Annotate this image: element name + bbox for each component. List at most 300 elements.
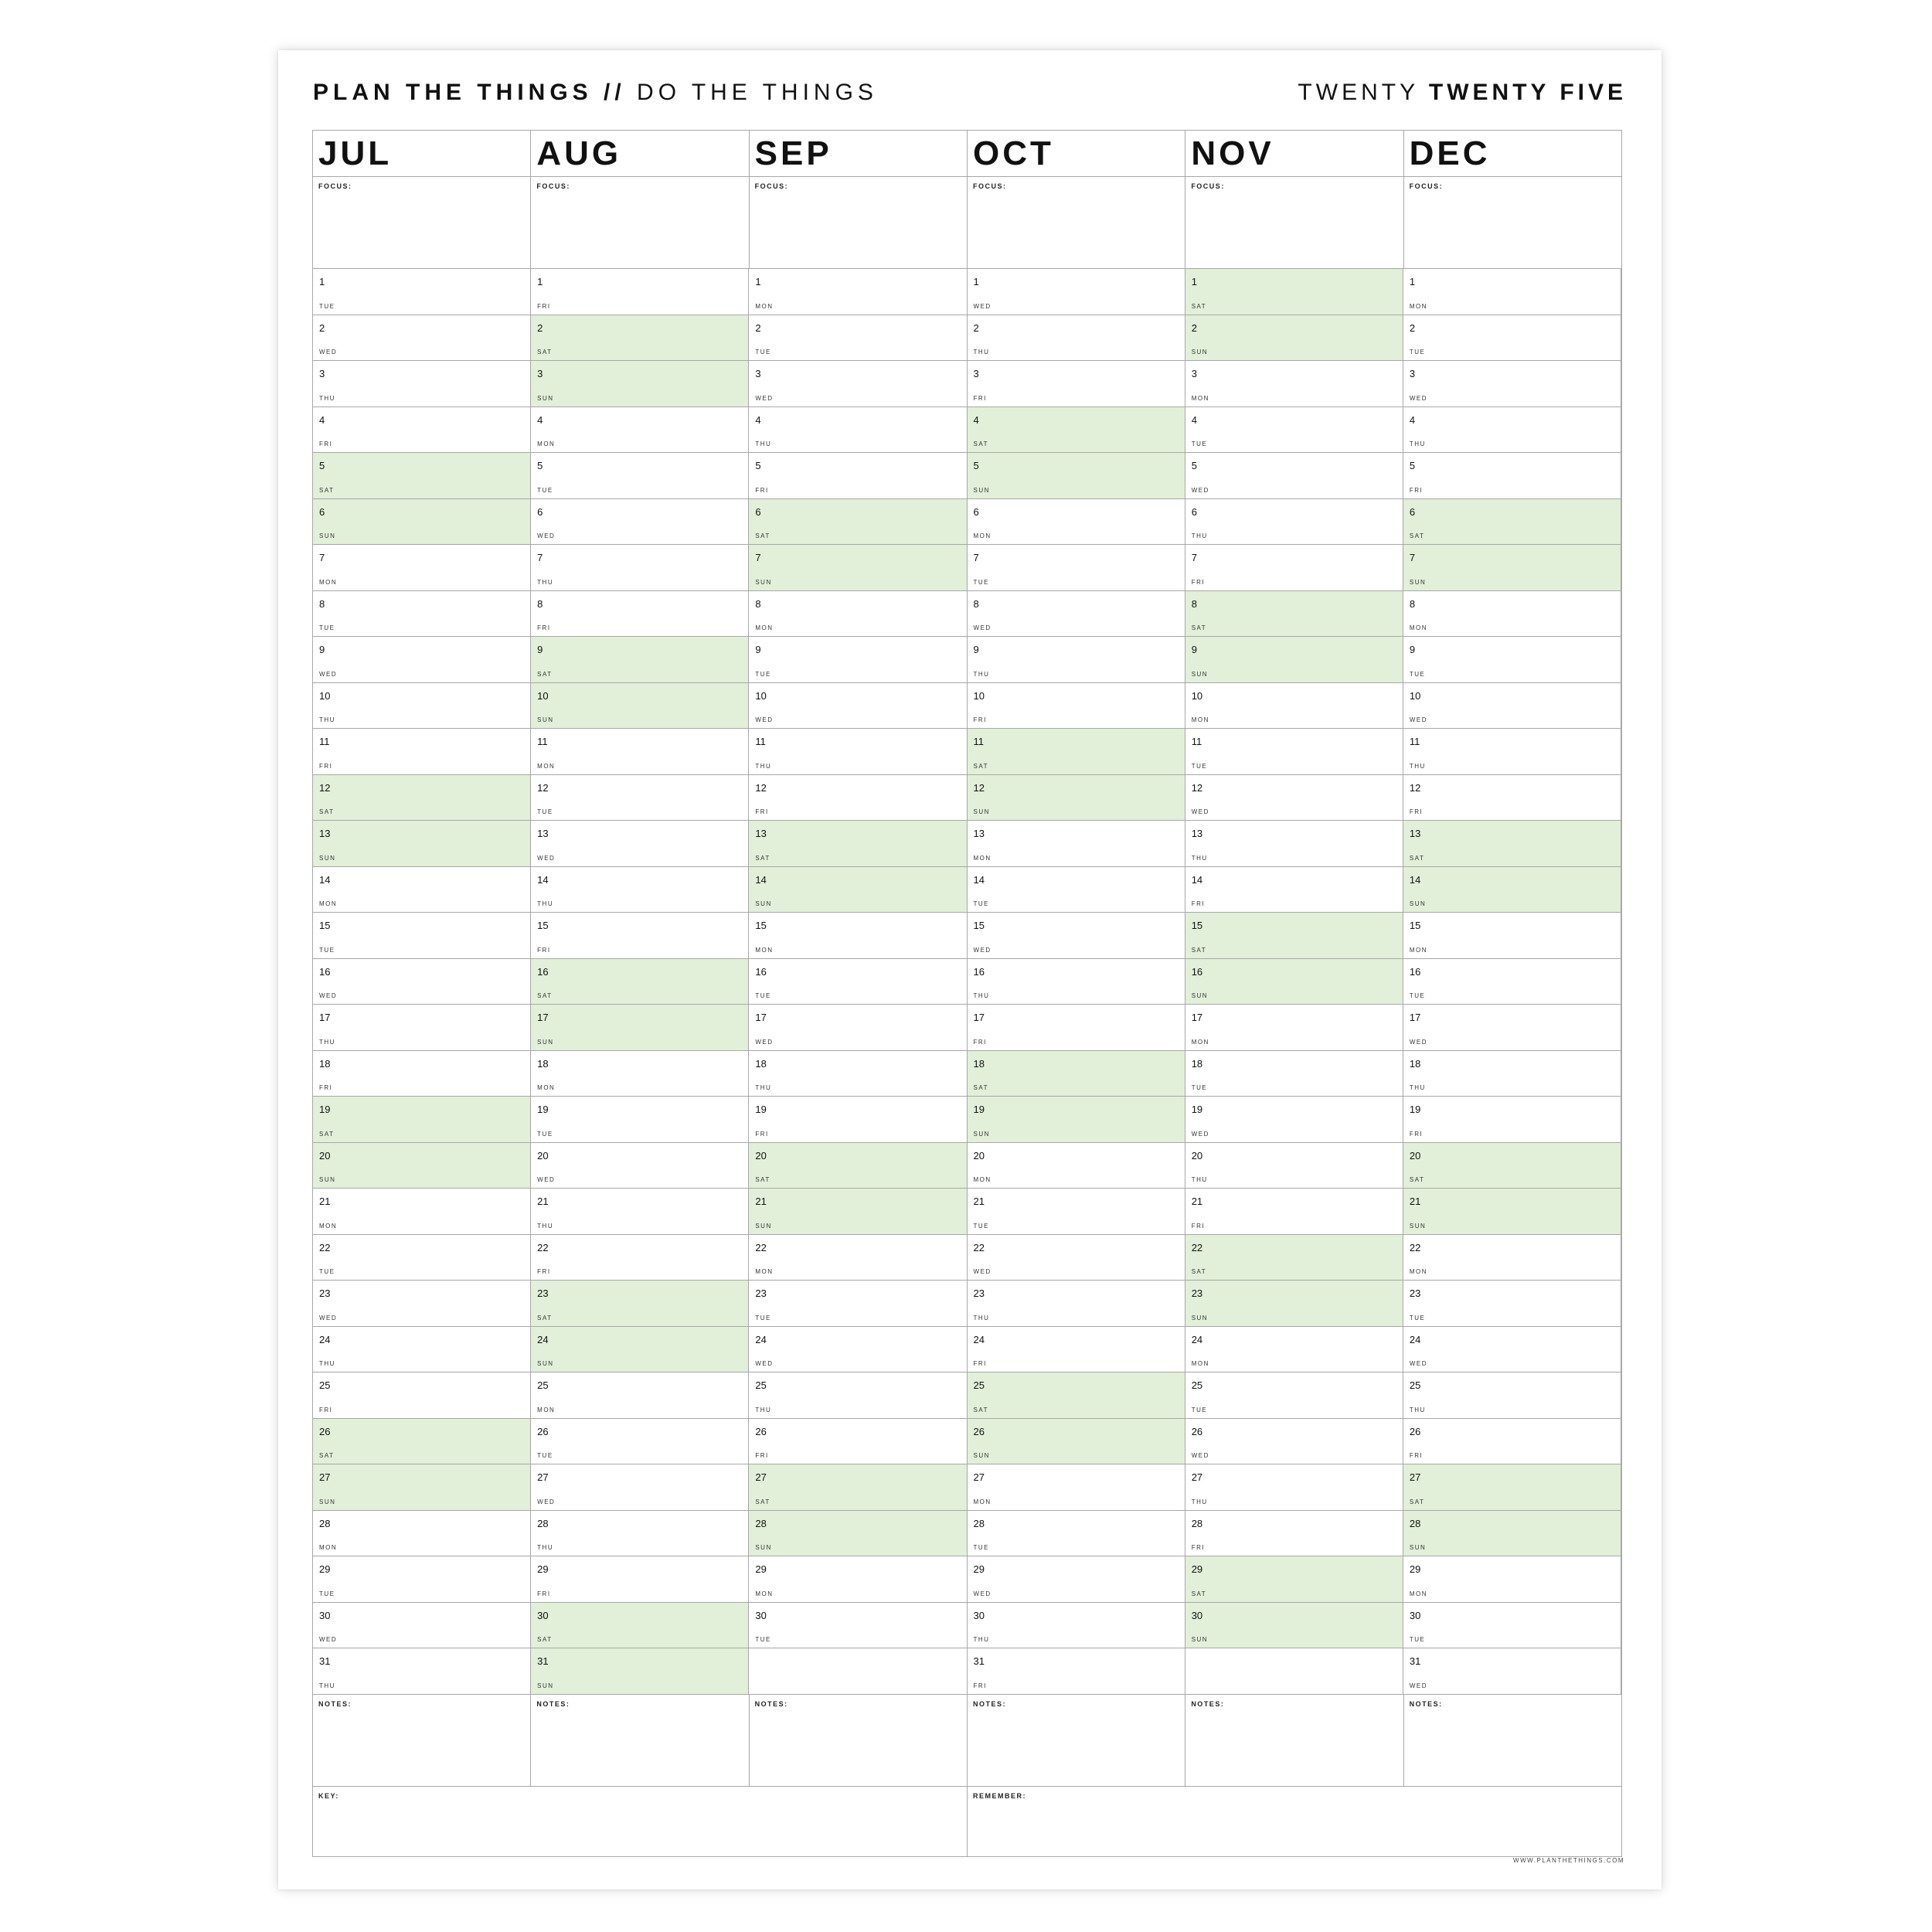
day-number: 14 — [1409, 873, 1421, 886]
day-of-week: FRI — [319, 1084, 333, 1091]
day-of-week: TUE — [319, 946, 335, 954]
day-of-week: TUE — [973, 578, 990, 586]
day-cell[interactable] — [1403, 1464, 1621, 1511]
day-cell[interactable] — [1403, 315, 1621, 362]
day-cell[interactable] — [531, 959, 748, 1005]
day-number: 18 — [1409, 1057, 1421, 1070]
day-of-week: TUE — [319, 1590, 335, 1597]
day-cell[interactable] — [749, 1281, 966, 1327]
day-cell[interactable] — [749, 269, 966, 315]
day-cell[interactable] — [313, 1511, 530, 1557]
day-of-week: WED — [1191, 808, 1209, 815]
day-cell[interactable] — [1185, 545, 1403, 591]
focus-box[interactable]: FOCUS: — [1185, 177, 1403, 269]
day-of-week: THU — [1191, 854, 1208, 862]
day-of-week: TUE — [319, 624, 335, 631]
day-cell[interactable] — [1185, 913, 1403, 959]
day-cell[interactable] — [1403, 1603, 1621, 1649]
day-number: 2 — [755, 321, 761, 334]
day-cell[interactable] — [531, 269, 748, 315]
day-number: 14 — [973, 873, 985, 886]
day-number: 29 — [755, 1563, 767, 1575]
notes-box[interactable]: NOTES: — [1185, 1695, 1403, 1787]
day-of-week: MON — [537, 762, 556, 770]
day-cell[interactable] — [1185, 1464, 1403, 1511]
day-of-week: FRI — [755, 486, 769, 494]
day-cell[interactable] — [1403, 1327, 1621, 1373]
day-cell[interactable] — [531, 913, 748, 959]
day-cell[interactable] — [968, 315, 1185, 362]
day-cell[interactable] — [313, 1281, 530, 1327]
day-cell[interactable] — [1403, 637, 1621, 683]
day-cell[interactable] — [968, 683, 1185, 730]
day-of-week: MON — [537, 1406, 556, 1413]
day-cell[interactable] — [968, 1419, 1185, 1465]
day-cell[interactable] — [313, 959, 530, 1005]
month-header-row — [313, 131, 1621, 177]
day-cell[interactable] — [313, 1005, 530, 1051]
day-cell[interactable] — [968, 913, 1185, 959]
day-cell[interactable] — [1403, 591, 1621, 638]
day-of-week: THU — [319, 1360, 335, 1367]
day-number: 17 — [319, 1012, 331, 1023]
day-cell[interactable] — [1185, 1603, 1403, 1649]
day-number: 19 — [537, 1104, 549, 1115]
day-of-week: THU — [1409, 440, 1426, 447]
day-cell[interactable] — [313, 1603, 530, 1649]
day-cell[interactable] — [313, 1051, 530, 1097]
day-cell[interactable] — [1185, 1005, 1403, 1051]
day-cell[interactable] — [1403, 1281, 1621, 1327]
day-cell[interactable] — [1403, 1556, 1621, 1603]
day-cell[interactable] — [1403, 959, 1621, 1005]
day-cell[interactable] — [1403, 1051, 1621, 1097]
day-cell[interactable] — [749, 867, 966, 913]
day-cell[interactable] — [968, 1511, 1185, 1557]
day-cell[interactable] — [313, 499, 530, 546]
focus-box[interactable]: FOCUS: — [1404, 177, 1621, 269]
day-of-week: SUN — [973, 1452, 990, 1459]
day-cell[interactable] — [531, 1419, 748, 1465]
day-of-week: FRI — [1191, 900, 1206, 907]
day-cell[interactable] — [1185, 1051, 1403, 1097]
day-number: 16 — [1409, 965, 1421, 978]
day-cell[interactable] — [1185, 1235, 1403, 1281]
day-number: 26 — [973, 1425, 985, 1437]
day-cell[interactable] — [749, 1235, 966, 1281]
focus-row — [313, 177, 1621, 269]
day-cell[interactable] — [313, 913, 530, 959]
day-of-week: WED — [319, 1636, 338, 1643]
day-of-week: MON — [973, 854, 992, 862]
day-cell[interactable] — [968, 1189, 1185, 1235]
day-cell[interactable] — [749, 499, 966, 546]
notes-box[interactable]: NOTES: — [750, 1695, 968, 1787]
day-cell[interactable] — [531, 1556, 748, 1603]
day-cell[interactable] — [1403, 775, 1621, 821]
day-cell[interactable] — [313, 821, 530, 867]
day-cell[interactable] — [1185, 1281, 1403, 1327]
day-cell[interactable] — [1185, 499, 1403, 546]
day-cell[interactable] — [1185, 1143, 1403, 1189]
day-number: 29 — [1191, 1563, 1203, 1575]
day-of-week: SUN — [537, 1038, 554, 1046]
day-of-week: THU — [973, 1314, 990, 1321]
day-cell[interactable] — [1403, 1419, 1621, 1465]
day-of-week: FRI — [973, 1038, 987, 1046]
day-cell[interactable] — [531, 775, 748, 821]
day-cell[interactable] — [531, 407, 748, 454]
day-number: 12 — [755, 781, 767, 794]
day-cell[interactable] — [531, 1648, 748, 1695]
day-cell[interactable] — [968, 1281, 1185, 1327]
day-cell[interactable] — [1185, 959, 1403, 1005]
day-number: 6 — [1191, 505, 1197, 518]
day-cell[interactable] — [531, 1372, 748, 1419]
day-cell[interactable] — [1185, 1511, 1403, 1557]
day-cell[interactable] — [313, 591, 530, 638]
day-cell[interactable] — [313, 1327, 530, 1373]
day-number: 21 — [973, 1196, 985, 1207]
day-of-week: TUE — [755, 992, 771, 999]
day-cell[interactable] — [313, 1556, 530, 1603]
day-cell[interactable] — [749, 1097, 966, 1143]
day-cell[interactable] — [968, 1143, 1185, 1189]
day-of-week: SUN — [755, 900, 772, 907]
day-cell[interactable] — [1403, 1511, 1621, 1557]
day-of-week: SAT — [1409, 532, 1425, 539]
day-number: 19 — [1409, 1104, 1421, 1115]
day-of-week: WED — [1191, 1130, 1209, 1138]
day-cell[interactable] — [1185, 315, 1403, 362]
day-of-week: FRI — [319, 762, 333, 770]
day-cell[interactable] — [968, 453, 1185, 499]
day-cell[interactable] — [531, 1327, 748, 1373]
day-number: 28 — [755, 1517, 767, 1529]
day-cell[interactable] — [968, 1556, 1185, 1603]
day-cell[interactable] — [749, 407, 966, 454]
day-cell[interactable] — [749, 959, 966, 1005]
day-number: 17 — [1191, 1012, 1203, 1023]
day-cell[interactable] — [749, 1464, 966, 1511]
day-cell[interactable] — [313, 1097, 530, 1143]
day-number: 2 — [319, 321, 325, 334]
day-cell[interactable] — [313, 1372, 530, 1419]
day-number: 5 — [1191, 460, 1197, 471]
day-cell[interactable] — [531, 315, 748, 362]
day-number: 3 — [537, 368, 543, 379]
day-of-week: MON — [1191, 1360, 1209, 1367]
day-number: 25 — [1191, 1379, 1203, 1391]
day-of-week: WED — [973, 1590, 992, 1597]
day-cell[interactable] — [749, 1327, 966, 1373]
day-number: 14 — [537, 873, 549, 886]
day-number: 28 — [1409, 1517, 1421, 1529]
day-cell[interactable] — [1403, 683, 1621, 730]
day-cell[interactable] — [968, 1097, 1185, 1143]
day-cell[interactable] — [531, 1097, 748, 1143]
focus-box[interactable]: FOCUS: — [750, 177, 968, 269]
day-of-week: THU — [1191, 532, 1208, 539]
day-cell[interactable] — [968, 1603, 1185, 1649]
day-cell[interactable] — [531, 683, 748, 730]
focus-box[interactable]: FOCUS: — [968, 177, 1185, 269]
day-number: 24 — [1409, 1333, 1421, 1345]
day-cell[interactable] — [313, 407, 530, 454]
day-cell[interactable] — [968, 959, 1185, 1005]
day-of-week: MON — [755, 624, 774, 631]
day-cell[interactable] — [1185, 637, 1403, 683]
day-of-week: MON — [973, 1176, 992, 1183]
day-cell[interactable] — [749, 545, 966, 591]
day-number: 11 — [537, 736, 548, 747]
day-number: 21 — [319, 1196, 331, 1207]
day-cell[interactable] — [313, 729, 530, 775]
day-cell[interactable] — [749, 1556, 966, 1603]
day-of-week: THU — [537, 578, 554, 586]
day-number: 23 — [755, 1287, 767, 1299]
day-cell[interactable] — [1403, 867, 1621, 913]
day-cell[interactable] — [749, 1051, 966, 1097]
day-cell[interactable] — [531, 637, 748, 683]
day-cell[interactable] — [531, 453, 748, 499]
day-cell[interactable] — [313, 1235, 530, 1281]
day-of-week: MON — [1409, 302, 1428, 310]
day-cell[interactable] — [749, 683, 966, 730]
day-cell[interactable] — [531, 1005, 748, 1051]
day-of-week: FRI — [537, 946, 551, 954]
day-of-week: WED — [973, 946, 992, 954]
day-cell[interactable] — [313, 683, 530, 730]
day-number: 25 — [319, 1379, 331, 1391]
day-number: 25 — [755, 1379, 767, 1391]
day-number: 16 — [973, 965, 985, 978]
day-number: 6 — [1409, 505, 1416, 518]
notes-box[interactable]: NOTES: — [968, 1695, 1185, 1787]
day-cell[interactable] — [1185, 361, 1403, 407]
day-cell[interactable] — [968, 1464, 1185, 1511]
day-of-week: MON — [319, 1544, 338, 1551]
key-box[interactable]: KEY: — [313, 1787, 968, 1856]
day-cell[interactable] — [531, 1235, 748, 1281]
day-cell[interactable] — [749, 315, 966, 362]
day-cell[interactable] — [313, 315, 530, 362]
day-cell[interactable] — [749, 729, 966, 775]
day-cell[interactable] — [968, 1372, 1185, 1419]
day-cell[interactable] — [531, 499, 748, 546]
notes-box[interactable]: NOTES: — [531, 1695, 749, 1787]
day-cell[interactable] — [531, 1189, 748, 1235]
day-of-week: TUE — [1409, 1636, 1426, 1643]
day-number: 30 — [755, 1609, 767, 1621]
day-number: 29 — [1409, 1563, 1421, 1575]
day-cell[interactable] — [749, 637, 966, 683]
day-cell[interactable] — [1185, 591, 1403, 638]
day-number: 4 — [973, 413, 979, 426]
day-of-week: SAT — [755, 532, 770, 539]
day-cell[interactable] — [313, 867, 530, 913]
day-cell[interactable] — [968, 775, 1185, 821]
day-cell[interactable] — [1185, 407, 1403, 454]
day-cell[interactable] — [1403, 729, 1621, 775]
remember-box[interactable]: REMEMBER: — [973, 1791, 1026, 1800]
day-number: 10 — [1191, 689, 1203, 702]
day-of-week: SAT — [1191, 624, 1207, 631]
day-of-week: WED — [1409, 1038, 1428, 1046]
day-cell[interactable] — [749, 453, 966, 499]
day-cell[interactable] — [1403, 821, 1621, 867]
day-cell[interactable] — [749, 591, 966, 638]
day-cell[interactable] — [749, 821, 966, 867]
day-cell[interactable] — [749, 913, 966, 959]
day-cell[interactable] — [1403, 545, 1621, 591]
day-cell[interactable] — [968, 1327, 1185, 1373]
day-of-week: WED — [973, 1268, 992, 1275]
calendar-grid — [312, 130, 1622, 1857]
day-of-week: TUE — [319, 302, 335, 310]
day-cell[interactable] — [1185, 1556, 1403, 1603]
day-cell[interactable] — [749, 1005, 966, 1051]
day-cell[interactable] — [968, 361, 1185, 407]
day-cell[interactable] — [968, 591, 1185, 638]
day-cell[interactable] — [1185, 775, 1403, 821]
day-cell[interactable] — [968, 269, 1185, 315]
day-cell[interactable] — [1403, 1372, 1621, 1419]
day-cell[interactable] — [313, 1648, 530, 1695]
day-cell[interactable] — [1403, 453, 1621, 499]
day-cell[interactable] — [531, 591, 748, 638]
day-cell[interactable] — [968, 637, 1185, 683]
day-cell[interactable] — [313, 1419, 530, 1465]
day-cell[interactable] — [1403, 269, 1621, 315]
day-cell[interactable] — [313, 1143, 530, 1189]
day-cell[interactable] — [313, 637, 530, 683]
day-of-week: SAT — [537, 670, 553, 678]
day-cell[interactable] — [1403, 407, 1621, 454]
day-cell[interactable] — [1403, 1097, 1621, 1143]
day-cell[interactable] — [968, 407, 1185, 454]
month-header: NOV — [1185, 131, 1403, 177]
day-cell[interactable] — [531, 867, 748, 913]
day-cell[interactable] — [531, 545, 748, 591]
focus-box[interactable]: FOCUS: — [313, 177, 531, 269]
day-of-week: MON — [319, 1222, 338, 1230]
day-number: 2 — [973, 321, 979, 334]
day-cell[interactable] — [749, 361, 966, 407]
day-cell[interactable] — [313, 361, 530, 407]
day-of-week: TUE — [755, 670, 771, 678]
day-number: 27 — [1191, 1471, 1203, 1483]
day-number: 20 — [755, 1149, 767, 1162]
day-cell[interactable] — [1185, 453, 1403, 499]
day-cell[interactable] — [749, 1372, 966, 1419]
day-of-week: SUN — [537, 716, 554, 723]
month-header: JUL — [313, 131, 531, 177]
day-cell[interactable] — [1403, 1143, 1621, 1189]
day-number: 9 — [755, 644, 761, 655]
day-cell[interactable] — [531, 1051, 748, 1097]
day-cell[interactable] — [1185, 269, 1403, 315]
day-cell[interactable] — [1185, 1189, 1403, 1235]
day-of-week: FRI — [973, 1360, 987, 1367]
day-cell[interactable] — [313, 269, 530, 315]
day-cell[interactable] — [1185, 1419, 1403, 1465]
day-cell[interactable] — [968, 545, 1185, 591]
day-cell[interactable] — [749, 1189, 966, 1235]
day-number: 13 — [537, 828, 549, 839]
day-cell[interactable] — [531, 1511, 748, 1557]
day-cell[interactable] — [1403, 913, 1621, 959]
day-cell[interactable] — [531, 729, 748, 775]
days-row — [313, 269, 1621, 1695]
day-of-week: MON — [1191, 1038, 1209, 1046]
day-cell[interactable] — [749, 775, 966, 821]
day-number: 8 — [1191, 597, 1197, 610]
day-cell[interactable] — [1185, 867, 1403, 913]
day-number: 29 — [973, 1563, 985, 1575]
day-cell[interactable] — [1403, 1189, 1621, 1235]
focus-box[interactable]: FOCUS: — [531, 177, 749, 269]
day-cell[interactable] — [531, 1281, 748, 1327]
day-number: 11 — [973, 736, 985, 747]
day-cell[interactable] — [1185, 1372, 1403, 1419]
day-cell[interactable] — [531, 821, 748, 867]
day-cell[interactable] — [1403, 1235, 1621, 1281]
day-cell[interactable] — [1403, 1005, 1621, 1051]
day-cell[interactable] — [1185, 729, 1403, 775]
day-number: 1 — [319, 276, 325, 287]
day-number: 20 — [1191, 1149, 1203, 1162]
day-cell[interactable] — [1185, 683, 1403, 730]
day-cell[interactable] — [313, 1189, 530, 1235]
day-cell[interactable] — [749, 1603, 966, 1649]
day-cell[interactable] — [1403, 499, 1621, 546]
day-cell[interactable] — [968, 1005, 1185, 1051]
day-cell[interactable] — [1403, 361, 1621, 407]
notes-box[interactable]: NOTES: — [1404, 1695, 1621, 1787]
day-cell[interactable] — [749, 1511, 966, 1557]
notes-box[interactable]: NOTES: — [313, 1695, 531, 1787]
title-bold: PLAN THE THINGS // — [313, 80, 626, 105]
day-cell[interactable] — [313, 775, 530, 821]
day-cell[interactable] — [968, 1648, 1185, 1695]
day-cell[interactable] — [1185, 1097, 1403, 1143]
day-cell[interactable] — [531, 1464, 748, 1511]
day-of-week: WED — [537, 532, 556, 539]
day-cell[interactable] — [968, 867, 1185, 913]
day-cell[interactable] — [968, 499, 1185, 546]
day-cell[interactable] — [968, 821, 1185, 867]
day-cell[interactable] — [313, 453, 530, 499]
day-cell[interactable] — [313, 1464, 530, 1511]
day-cell[interactable] — [531, 361, 748, 407]
day-number: 25 — [1409, 1379, 1421, 1391]
day-cell[interactable] — [968, 1235, 1185, 1281]
day-cell[interactable] — [1185, 821, 1403, 867]
day-cell[interactable] — [1185, 1327, 1403, 1373]
day-of-week: SUN — [755, 1222, 772, 1230]
day-cell[interactable] — [313, 545, 530, 591]
day-cell[interactable] — [1403, 1648, 1621, 1695]
day-number: 30 — [1191, 1609, 1203, 1621]
day-cell[interactable] — [968, 729, 1185, 775]
day-cell[interactable] — [749, 1143, 966, 1189]
day-cell[interactable] — [749, 1419, 966, 1465]
day-cell[interactable] — [968, 1051, 1185, 1097]
day-number: 6 — [755, 505, 761, 518]
day-cell[interactable] — [531, 1603, 748, 1649]
day-cell[interactable] — [531, 1143, 748, 1189]
